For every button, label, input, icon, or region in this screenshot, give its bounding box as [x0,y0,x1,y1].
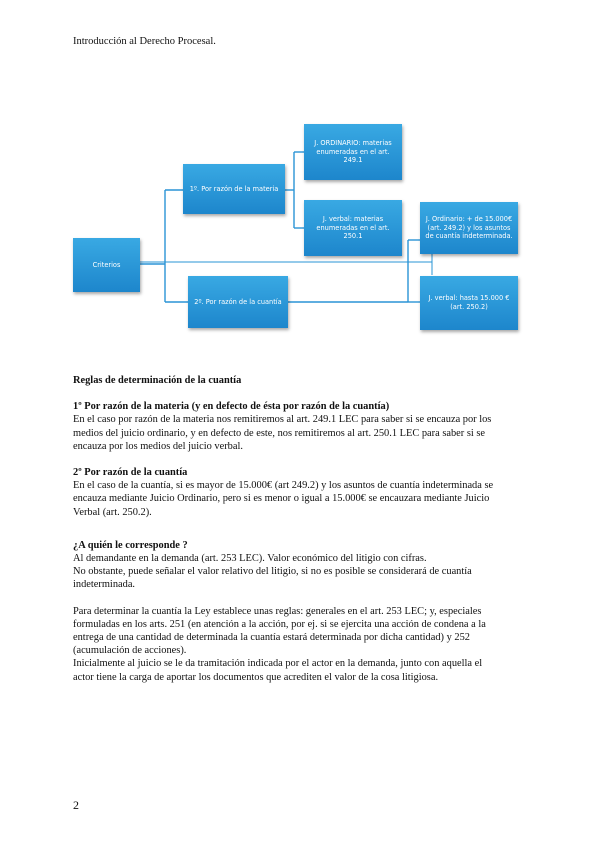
document-body [73,374,528,684]
section3-line: No obstante, puede señalar el valor relativo del litigio, si no es posible se considerará de cuantía [73,566,472,578]
section2-line: encauza mediante Juicio Ordinario, pero si es menor o igual a 15.000€ se encauzara mediante Juicio [73,493,490,505]
section1-line: medios del juicio ordinario, y en defecto de este, nos remitiremos al art. 250.1 LEC para saber si se [73,427,486,439]
section4-line: formuladas en los arts. 251 (en atención a la acción, por ej. si se ejercita una acción de condena a la [73,618,486,630]
section1-title: 1º Por razón de la materia (y en defecto de ésta por razón de la cuantía) [73,401,390,413]
node-juicio-verbal-cuantia: J. verbal: hasta 15.000 € (art. 250.2) [420,276,518,330]
page-header: Introducción al Derecho Procesal. [73,36,216,47]
section3-line: indeterminada. [73,579,136,591]
section3-title: ¿A quién le corresponde ? [73,539,188,551]
node-materia: 1º. Por razón de la materia [183,164,285,214]
section4-line: entrega de una cantidad de determinada la cuantía estará determinada por dicha cantidad) y 252 [73,632,470,644]
section4-line: Inicialmente al juicio se le da tramitación indicada por el actor en la demanda, junto con aquella el [73,658,483,670]
section2-line: Verbal (art. 250.2). [73,506,152,518]
section2-title: 2º Por razón de la cuantía [73,467,188,479]
node-juicio-verbal-materia: J. verbal: materias enumeradas en el art. 250.1 [304,200,402,256]
section4-line: (acumulación de acciones). [73,645,187,657]
node-criterios: Criterios [73,238,140,292]
node-juicio-ordinario-materia: J. ORDINARIO: materias enumeradas en el art. 249.1 [304,124,402,180]
page-number: 2 [73,798,79,812]
section-title: Reglas de determinación de la cuantía [73,375,242,386]
node-juicio-ordinario-cuantia: J. Ordinario: + de 15.000€ (art. 249.2) y los asuntos de cuantía indeterminada. [420,202,518,254]
section1-line: encauza por los medios del juicio verbal. [73,440,243,452]
section3-line: Al demandante en la demanda (art. 253 LEC). Valor económico del litigio con cifras. [73,553,427,565]
section4-line: actor tiene la carga de aportar los documentos que acrediten el valor de la cosa litigiosa. [73,671,439,683]
section1-line: En el caso por razón de la materia nos remitiremos al art. 249.1 LEC para saber si se encauza por los [73,414,492,426]
node-cuantia: 2º. Por razón de la cuantía [188,276,288,328]
criteria-diagram [0,0,600,360]
section2-line: En el caso de la cuantía, si es mayor de 15.000€ (art 249.2) y los asuntos de cuantía indeterminada se [73,480,494,492]
section4-line: Para determinar la cuantía la Ley establece unas reglas: generales en el art. 253 LEC; y, especiales [73,605,482,617]
